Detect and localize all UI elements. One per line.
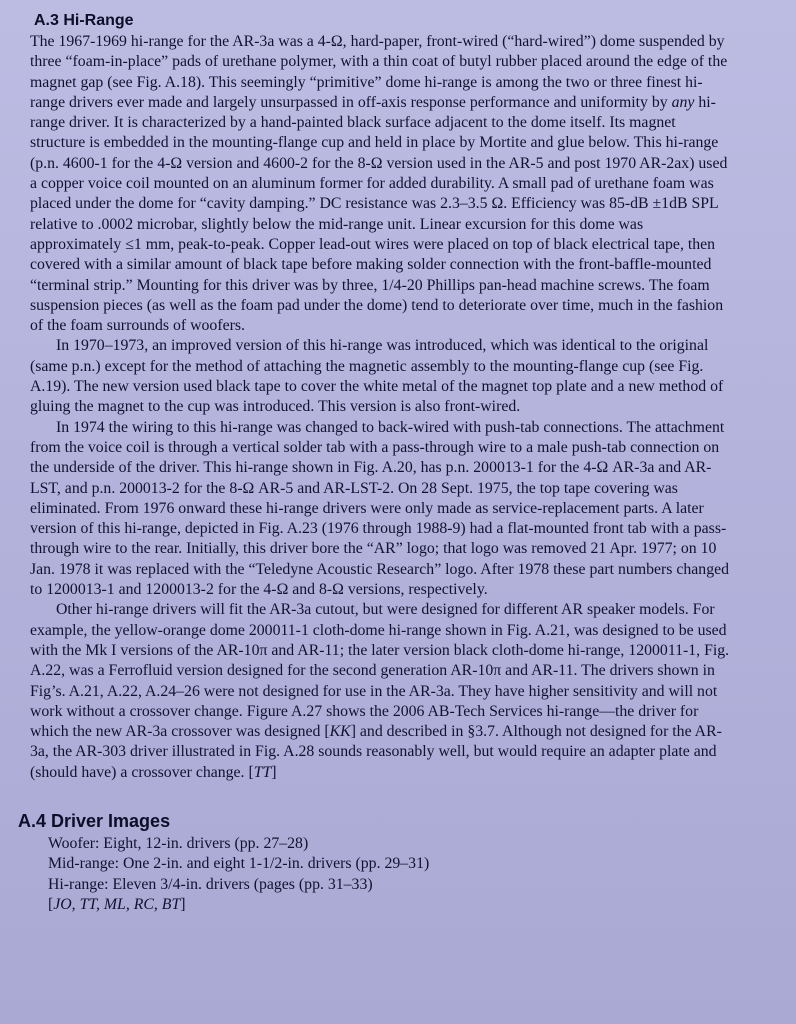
driver-list-item	[48, 875, 732, 895]
driver-list-item	[48, 834, 732, 854]
paragraph	[30, 600, 732, 783]
paragraph	[30, 32, 732, 336]
text-run: The 1967-1969 hi-range for the AR-3a was a 4-Ω, hard-paper, front-wired (“hard-wired”) dome suspended by three “foam-in-place” pads of urethane polymer, with a thin coat of butyl rubber placed around the edge of the magnet gap (see Fig. A.18). This seemingly “primitive” dome hi-range is among the two or three finest hi-range drivers ever made and largely unsurpassed in off-axis response performance and uniformity by	[30, 33, 728, 111]
text-run: hi-range driver. It is characterized by a hand-painted black surface adjacent to the dome itself. Its magnet structure is embedded in the mounting-flange cup and held in place by Mortite and glue below. This hi-range (p.n. 4600-1 for the 4-Ω version and 4600-2 for the 8-Ω version used in the AR-5 and post 1970 AR-2ax) used a copper voice coil mounted on an aluminum former for added durability. A small pad of urethane foam was placed under the dome for “cavity damping.” DC resistance was 2.3–3.5 Ω. Efficiency was 85-dB ±1dB SPL relative to .0002 microbar, slightly below the mid-range unit. Linear excursion for this dome was approximately ≤1 mm, peak-to-peak. Copper lead-out wires were placed on top of black electrical tape, then covered with a similar amount of black tape before making solder connection with the front-baffle-mounted “terminal strip.” Mounting for this driver was by three, 1/4-20 Phillips pan-head machine screws. The foam suspension pieces (as well as the foam pad under the dome) tend to deteriorate over time, much in the fashion of the foam surrounds of woofers.	[30, 93, 728, 335]
italic-text-run: TT	[253, 763, 272, 781]
text-run: [	[48, 895, 54, 913]
section-a3-body	[30, 32, 732, 783]
italic-text-run: any	[671, 93, 695, 111]
paragraph	[30, 418, 732, 601]
section-a4-body	[48, 834, 732, 915]
author-credits	[48, 895, 732, 915]
section-heading-a4: A.4 Driver Images	[18, 810, 171, 831]
text-run: ] and described in §3.7. Although not designed for the AR-3a, the AR-303 driver illustrated in Fig. A.28 sounds reasonably well, but would require an adapter plate and (should have) a crossover change. [	[30, 723, 722, 781]
text-run: Other hi-range drivers will fit the AR-3a cutout, but were designed for different AR speaker models. For example, the yellow-orange dome 200011-1 cloth-dome hi-range shown in Fig. A.21, was designed to be used with the Mk I versions of the AR-10π and AR-11; the later version black cloth-dome hi-range, 1200011-1, Fig. A.22, was a Ferrofluid version designed for the second generation AR-10π and AR-11. The drivers shown in Fig’s. A.21, A.22, A.24–26 were not designed for use in the AR-3a. They have higher sensitivity and will not work without a crossover change. Figure A.27 shows the 2006 AB-Tech Services hi-range—the driver for which the new AR-3a crossover was designed [	[30, 601, 730, 741]
paragraph	[30, 336, 732, 417]
italic-text-run: KK	[329, 723, 351, 741]
text-run: Woofer: Eight, 12-in. drivers (pp. 27–28)	[48, 834, 309, 852]
text-run: In 1970–1973, an improved version of this hi-range was introduced, which was identical to the original (same p.n.) except for the method of attaching the magnetic assembly to the mounting-flange cup (see Fig. A.19). The new version used black tape to cover the white metal of the magnet top plate and a new method of gluing the magnet to the cup was introduced. This version is also front-wired.	[30, 337, 724, 416]
text-run: In 1974 the wiring to this hi-range was changed to back-wired with push-tab connections. The attachment from the voice coil is through a vertical solder tab with a pass-through wire to a male push-tab connection on the underside of the driver. This hi-range shown in Fig. A.20, has p.n. 200013-1 for the 4-Ω AR-3a and AR-LST, and p.n. 200013-2 for the 8-Ω AR-5 and AR-LST-2. On 28 Sept. 1975, the top tape covering was eliminated. From 1976 onward these hi-range drivers were only made as service-replacement parts. A later version of this hi-range, depicted in Fig. A.23 (1976 through 1988-9) had a flat-mounted front tab with a pass-through wire to the rear. Initially, this driver bore the “AR” logo; that logo was removed 21 Apr. 1977; on 10 Jan. 1978 it was replaced with the “Teledyne Acoustic Research” logo. After 1978 these part numbers changed to 1200013-1 and 1200013-2 for the 4-Ω and 8-Ω versions, respectively.	[30, 418, 729, 599]
text-run: ]	[271, 763, 277, 781]
text-run: ]	[180, 895, 186, 913]
driver-list-item	[48, 854, 732, 874]
italic-text-run: JO, TT, ML, RC, BT	[53, 895, 181, 913]
section-heading-a3: A.3 Hi-Range	[34, 12, 134, 29]
text-run: Mid-range: One 2-in. and eight 1-1/2-in. drivers (pp. 29–31)	[48, 855, 430, 873]
text-run: Hi-range: Eleven 3/4-in. drivers (pages (pp. 31–33)	[48, 875, 373, 893]
